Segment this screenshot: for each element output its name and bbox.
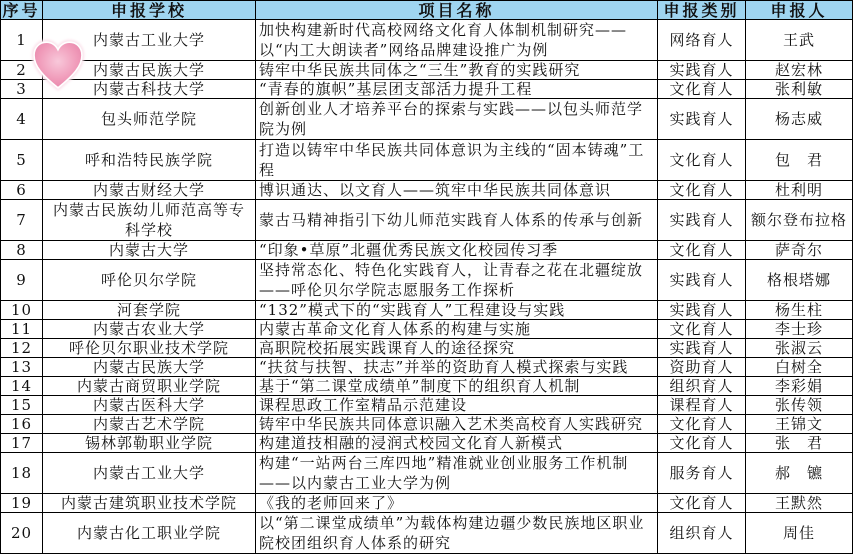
table-row: [1, 358, 853, 377]
school-name: 内蒙古大学: [43, 241, 256, 260]
row-number: 18: [1, 453, 43, 494]
school-name: 内蒙古科技大学: [43, 80, 256, 99]
project-name: “扶贫与扶智、扶志”并举的资助育人模式探索与实践: [256, 358, 658, 377]
category: 文化育人: [658, 241, 746, 260]
table-row: [1, 513, 853, 554]
table-row: [1, 260, 853, 301]
row-number: 14: [1, 377, 43, 396]
table-row: [1, 301, 853, 320]
school-name: 内蒙古民族大学: [43, 61, 256, 80]
table-row: [1, 377, 853, 396]
category: 资助育人: [658, 358, 746, 377]
table-row: [1, 80, 853, 99]
project-name: 坚持常态化、特色化实践育人，让青春之花在北疆绽放——呼伦贝尔学院志愿服务工作探析: [256, 260, 658, 301]
header-applicant: 申报人: [746, 1, 853, 20]
project-name: 加快构建新时代高校网络文化育人体制机制研究——以“内工大朗读者”网络品牌建设推广为例: [256, 20, 658, 61]
school-name: 内蒙古商贸职业学院: [43, 377, 256, 396]
row-number: 20: [1, 513, 43, 554]
applicant: 李士珍: [746, 320, 853, 339]
project-name: 内蒙古革命文化育人体系的构建与实施: [256, 320, 658, 339]
applicant: 包 君: [746, 140, 853, 181]
school-name: 内蒙古民族大学: [43, 358, 256, 377]
row-number: 1: [1, 20, 43, 61]
category: 文化育人: [658, 80, 746, 99]
school-name: 河套学院: [43, 301, 256, 320]
applicant: 张利敏: [746, 80, 853, 99]
header-category: 申报类别: [658, 1, 746, 20]
project-name: “印象•草原”北疆优秀民族文化校园传习季: [256, 241, 658, 260]
table-row: [1, 415, 853, 434]
school-name: 内蒙古农业大学: [43, 320, 256, 339]
applicant: 赵宏林: [746, 61, 853, 80]
table-row: [1, 200, 853, 241]
row-number: 17: [1, 434, 43, 453]
row-number: 4: [1, 99, 43, 140]
table-row: [1, 61, 853, 80]
project-name: 铸牢中华民族共同体之“三生”教育的实践研究: [256, 61, 658, 80]
row-number: 5: [1, 140, 43, 181]
row-number: 8: [1, 241, 43, 260]
project-name: 课程思政工作室精品示范建设: [256, 396, 658, 415]
applicant: 白树全: [746, 358, 853, 377]
table-row: [1, 320, 853, 339]
school-name: 内蒙古工业大学: [43, 20, 256, 61]
school-name: 内蒙古财经大学: [43, 181, 256, 200]
applicant: 王默然: [746, 494, 853, 513]
school-name: 呼伦贝尔学院: [43, 260, 256, 301]
project-name: 《我的老师回来了》: [256, 494, 658, 513]
category: 文化育人: [658, 140, 746, 181]
project-name: 基于“第二课堂成绩单”制度下的组织育人机制: [256, 377, 658, 396]
row-number: 16: [1, 415, 43, 434]
applicant: 张传领: [746, 396, 853, 415]
category: 课程育人: [658, 396, 746, 415]
applicant: 杨生柱: [746, 301, 853, 320]
row-number: 11: [1, 320, 43, 339]
project-name: 蒙古马精神指引下幼儿师范实践育人体系的传承与创新: [256, 200, 658, 241]
category: 实践育人: [658, 339, 746, 358]
school-name: 内蒙古建筑职业技术学院: [43, 494, 256, 513]
project-name: 创新创业人才培养平台的探索与实践——以包头师范学院为例: [256, 99, 658, 140]
category: 文化育人: [658, 415, 746, 434]
project-name: 铸牢中华民族共同体意识融入艺术类高校育人实践研究: [256, 415, 658, 434]
project-name: 高职院校拓展实践课育人的途径探究: [256, 339, 658, 358]
table-row: [1, 241, 853, 260]
school-name: 呼和浩特民族学院: [43, 140, 256, 181]
category: 实践育人: [658, 301, 746, 320]
header-row: [1, 1, 853, 20]
row-number: 13: [1, 358, 43, 377]
table-row: [1, 140, 853, 181]
school-name: 包头师范学院: [43, 99, 256, 140]
table-row: [1, 181, 853, 200]
category: 组织育人: [658, 377, 746, 396]
table-row: [1, 453, 853, 494]
row-number: 12: [1, 339, 43, 358]
project-name: 构建道技相融的浸润式校园文化育人新模式: [256, 434, 658, 453]
school-name: 内蒙古工业大学: [43, 453, 256, 494]
row-number: 2: [1, 61, 43, 80]
category: 网络育人: [658, 20, 746, 61]
header-school: 申报学校: [43, 1, 256, 20]
applicant: 周佳: [746, 513, 853, 554]
school-name: 内蒙古医科大学: [43, 396, 256, 415]
category: 服务育人: [658, 453, 746, 494]
category: 文化育人: [658, 181, 746, 200]
applicant: 杜利明: [746, 181, 853, 200]
header-project: 项目名称: [256, 1, 658, 20]
applicant: 格根塔娜: [746, 260, 853, 301]
applicant: 王武: [746, 20, 853, 61]
school-name: 内蒙古化工职业学院: [43, 513, 256, 554]
table-row: [1, 20, 853, 61]
applicant: 王锦文: [746, 415, 853, 434]
category: 实践育人: [658, 61, 746, 80]
school-name: 锡林郭勒职业学院: [43, 434, 256, 453]
row-number: 9: [1, 260, 43, 301]
applicant: 张 君: [746, 434, 853, 453]
category: 文化育人: [658, 320, 746, 339]
school-name: 内蒙古民族幼儿师范高等专科学校: [43, 200, 256, 241]
project-name: 博识通达、以文育人——筑牢中华民族共同体意识: [256, 181, 658, 200]
category: 实践育人: [658, 99, 746, 140]
row-number: 7: [1, 200, 43, 241]
applicant: 杨志威: [746, 99, 853, 140]
applicant: 萨奇尔: [746, 241, 853, 260]
category: 文化育人: [658, 494, 746, 513]
table-row: [1, 396, 853, 415]
table-row: [1, 434, 853, 453]
category: 实践育人: [658, 260, 746, 301]
header-number: 序号: [2, 0, 41, 20]
category: 文化育人: [658, 434, 746, 453]
table-row: [1, 494, 853, 513]
row-number: 10: [1, 301, 43, 320]
applicant: 张淑云: [746, 339, 853, 358]
project-name: “132”模式下的“实践育人”工程建设与实践: [256, 301, 658, 320]
project-name: 以“第二课堂成绩单”为载体构建边疆少数民族地区职业院校团组织育人体系的研究: [256, 513, 658, 554]
applicant: 郝 镳: [746, 453, 853, 494]
school-name: 呼伦贝尔职业技术学院: [43, 339, 256, 358]
table-row: [1, 339, 853, 358]
school-name: 内蒙古艺术学院: [43, 415, 256, 434]
applicant: 额尔登布拉格: [746, 200, 853, 241]
project-name: 构建“一站两台三库四地”精准就业创业服务工作机制——以内蒙古工业大学为例: [256, 453, 658, 494]
category: 组织育人: [658, 513, 746, 554]
applicant: 李彩娟: [746, 377, 853, 396]
row-number: 6: [1, 181, 43, 200]
category: 实践育人: [658, 200, 746, 241]
table-row: [1, 99, 853, 140]
project-name: “青春的旗帜”基层团支部活力提升工程: [256, 80, 658, 99]
row-number: 15: [1, 396, 43, 415]
row-number: 19: [1, 494, 43, 513]
project-name: 打造以铸牢中华民族共同体意识为主线的“固本铸魂”工程: [256, 140, 658, 181]
row-number: 3: [1, 80, 43, 99]
